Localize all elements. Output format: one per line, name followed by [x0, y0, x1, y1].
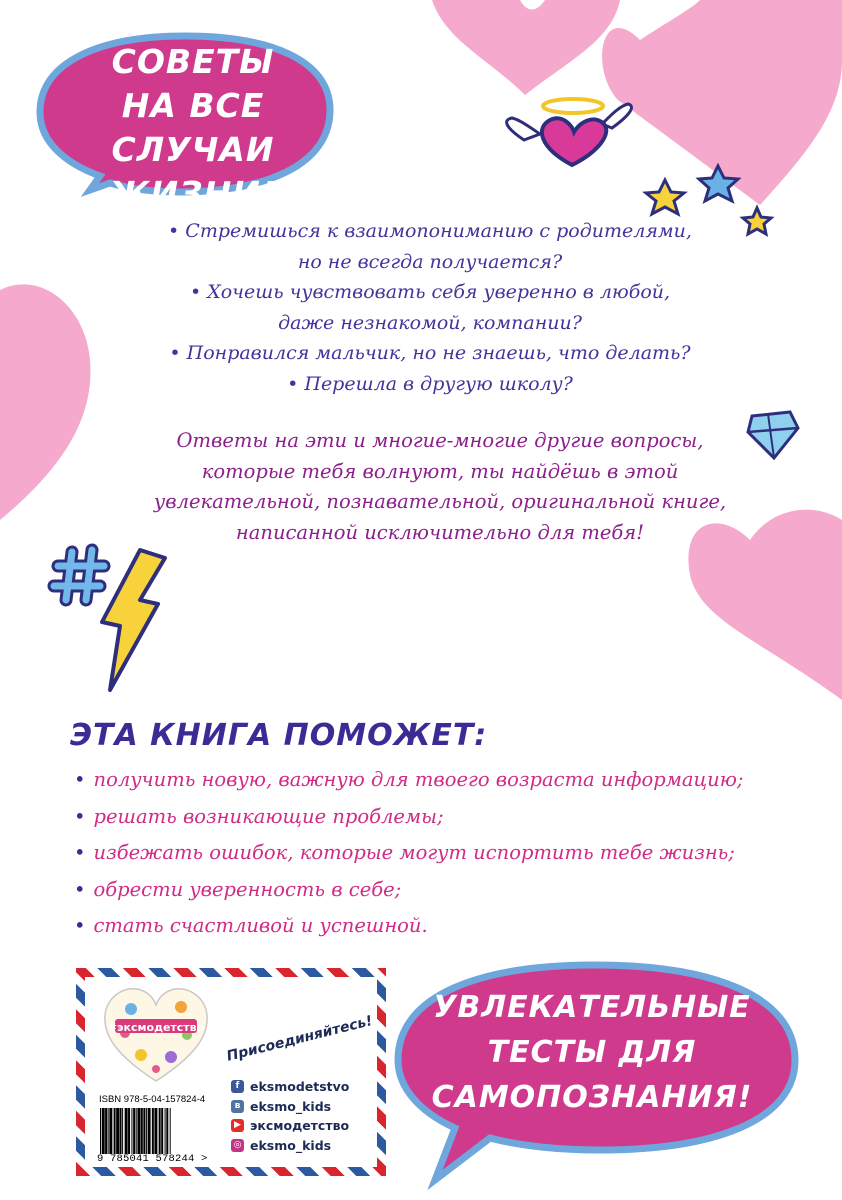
barcode-bar — [122, 1108, 123, 1154]
heart-logo-icon — [101, 985, 211, 1085]
barcode-bar — [154, 1108, 157, 1154]
barcode-bar — [108, 1108, 109, 1154]
barcode-bar — [166, 1108, 168, 1154]
social-label: эксмодетство — [250, 1118, 350, 1134]
barcode-bar — [105, 1108, 107, 1154]
bullet: • — [74, 768, 86, 791]
bubble-top-line: СОВЕТЫ — [111, 42, 275, 81]
barcode-bar — [159, 1108, 161, 1154]
barcode-bar — [109, 1108, 112, 1154]
help-item-text: обрести уверенность в себе; — [93, 877, 402, 901]
question-line: даже незнакомой, компании? — [278, 311, 582, 334]
help-item-text: решать возникающие проблемы; — [93, 804, 444, 828]
instagram-icon: ◎ — [231, 1139, 244, 1152]
help-item-text: стать счастливой и успешной. — [93, 914, 428, 937]
question-line: • Хочешь чувствовать себя уверенно в любой, — [189, 281, 671, 303]
bullet: • — [74, 877, 86, 901]
question-line: • Стремишься к взаимопониманию с родителями, — [168, 220, 692, 242]
help-item — [74, 835, 794, 872]
barcode-bar — [141, 1108, 143, 1154]
barcode-bar — [114, 1108, 116, 1154]
star-icon — [646, 180, 684, 214]
bubble-bottom-line: САМОПОЗНАНИЯ! — [431, 1080, 753, 1115]
help-item — [74, 908, 794, 945]
bubble-top-text — [58, 40, 328, 216]
social-link[interactable] — [231, 1136, 349, 1156]
help-heading: ЭТА КНИГА ПОМОЖЕТ: — [70, 718, 488, 753]
barcode-bar — [128, 1108, 130, 1154]
bullet: • — [74, 804, 86, 828]
help-item — [74, 762, 794, 799]
bubble-bottom-text — [402, 985, 782, 1120]
social-link[interactable] — [231, 1077, 349, 1097]
help-item — [74, 799, 794, 836]
bubble-bottom-line: ТЕСТЫ ДЛЯ — [487, 1035, 697, 1070]
barcode-number: 9 785041 578244 > — [97, 1153, 208, 1165]
social-label: eksmodetstvo — [250, 1079, 350, 1095]
bullet: • — [74, 914, 86, 937]
answer-paragraph — [100, 426, 780, 548]
bubble-top-line: НА ВСЕ СЛУЧАИ — [111, 86, 275, 169]
publisher-card — [76, 968, 386, 1176]
barcode-bar — [102, 1108, 105, 1154]
barcode-bar — [136, 1108, 137, 1154]
answer-line: написанной исключительно для тебя! — [235, 520, 645, 544]
barcode-bar — [148, 1108, 151, 1154]
barcode-bar — [116, 1108, 119, 1154]
barcode-bar — [100, 1108, 101, 1154]
join-label: Присоединяйтесь! — [225, 1013, 375, 1065]
help-item-text: избежать ошибок, которые могут испортить тебе жизнь; — [93, 841, 735, 864]
barcode-bar — [143, 1108, 145, 1154]
social-link[interactable] — [231, 1097, 349, 1117]
answer-line: Ответы на эти и многие-многие другие вопросы, — [176, 429, 704, 452]
youtube-icon: ▶ — [231, 1119, 244, 1132]
social-label: eksmo_kids — [250, 1137, 332, 1153]
help-item-text: получить новую, важную для твоего возраста информацию; — [93, 768, 744, 791]
heart-shape — [0, 284, 90, 520]
social-label: eksmo_kids — [250, 1098, 332, 1114]
social-links — [231, 1077, 349, 1155]
heart-shape — [432, 0, 620, 95]
facebook-icon: f — [231, 1080, 244, 1093]
isbn-label: ISBN 978-5-04-157824-4 — [99, 1094, 206, 1105]
social-link[interactable] — [231, 1116, 349, 1136]
bubble-bottom-line: УВЛЕКАТЕЛЬНЫЕ — [433, 990, 751, 1025]
question-line: • Перешла в другую школу? — [287, 372, 573, 395]
bullet: • — [74, 841, 86, 864]
barcode-bar — [125, 1108, 128, 1154]
answer-line: увлекательной, познавательной, оригинальной книге, — [153, 490, 727, 513]
vk-icon: в — [231, 1100, 244, 1113]
barcode-bar — [161, 1108, 163, 1154]
lightning-icon — [102, 550, 165, 690]
barcode — [99, 1108, 221, 1154]
barcode-bar — [131, 1108, 132, 1154]
barcode-bar — [120, 1108, 122, 1154]
help-list — [74, 762, 794, 945]
barcode-bar — [146, 1108, 147, 1154]
barcode-bar — [152, 1108, 154, 1154]
question-line: но не всегда получается? — [297, 250, 563, 273]
barcode-bar — [137, 1108, 140, 1154]
bubble-top-line: ЖИЗНИ! — [109, 174, 277, 213]
barcode-bar — [170, 1108, 171, 1154]
hashtag-icon — [54, 550, 104, 600]
help-item — [74, 872, 794, 909]
angel-heart-icon — [507, 99, 632, 165]
questions-block — [100, 216, 760, 399]
hashtag-label: #эксмодетство — [107, 1021, 205, 1034]
answer-line: которые тебя волнуют, ты найдёшь в этой — [201, 459, 679, 483]
barcode-bar — [133, 1108, 135, 1154]
question-line: • Понравился мальчик, но не знаешь, что делать? — [169, 342, 691, 364]
barcode-bar — [165, 1108, 166, 1154]
